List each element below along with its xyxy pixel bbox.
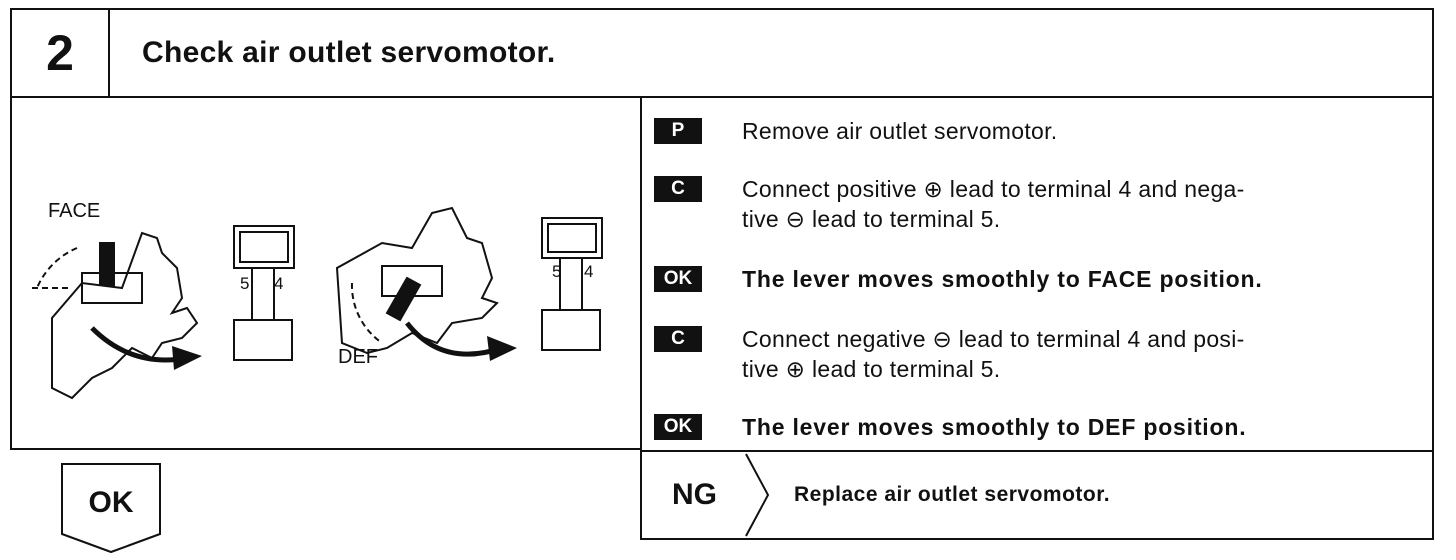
step-connect-positive-line2: tive ⊖ lead to terminal 5.	[742, 206, 1001, 232]
battery-1-terminal-5: 5	[240, 274, 250, 293]
def-arrowhead-icon	[487, 336, 517, 361]
ok-result-label: OK	[88, 486, 134, 519]
face-arrow-icon	[92, 328, 187, 360]
battery-2-terminal-4: 4	[584, 262, 594, 281]
result-def-text: The lever moves smoothly to DEF position.	[742, 414, 1247, 440]
step-connect-negative-line1: Connect negative ⊖ lead to terminal 4 and posi-	[742, 326, 1245, 352]
step-number: 2	[12, 10, 110, 96]
servomotor-diagram	[12, 98, 640, 448]
step-connect-positive-text	[742, 174, 1412, 234]
battery-2-icon	[542, 218, 602, 350]
instruction-panel	[640, 98, 1434, 450]
chevron-right-icon	[742, 452, 772, 538]
step-header	[10, 8, 1434, 98]
ng-result-label: NG	[672, 478, 717, 511]
battery-2-terminal-5: 5	[552, 262, 562, 281]
result-face-text: The lever moves smoothly to FACE position.	[742, 266, 1263, 292]
ok-tag: OK	[654, 414, 702, 440]
step-connect-positive-line1: Connect positive ⊕ lead to terminal 4 and nega-	[742, 176, 1245, 202]
def-label: DEF	[338, 346, 378, 368]
battery-1-terminal-4: 4	[274, 274, 284, 293]
ng-result-text: Replace air outlet servomotor.	[794, 483, 1111, 506]
step-title: Check air outlet servomotor.	[142, 36, 556, 69]
face-label: FACE	[48, 200, 101, 222]
procedure-tag: P	[654, 118, 702, 144]
step-remove-text: Remove air outlet servomotor.	[742, 118, 1058, 144]
ng-result-box	[640, 450, 1434, 540]
face-servomotor-illustration	[32, 233, 197, 398]
check-tag: C	[654, 176, 702, 202]
face-arrowhead-icon	[172, 346, 202, 370]
step-connect-negative-line2: tive ⊕ lead to terminal 5.	[742, 356, 1001, 382]
step-connect-negative-text	[742, 324, 1412, 384]
check-tag: C	[654, 326, 702, 352]
diagram-panel	[10, 98, 642, 450]
ok-tag: OK	[654, 266, 702, 292]
